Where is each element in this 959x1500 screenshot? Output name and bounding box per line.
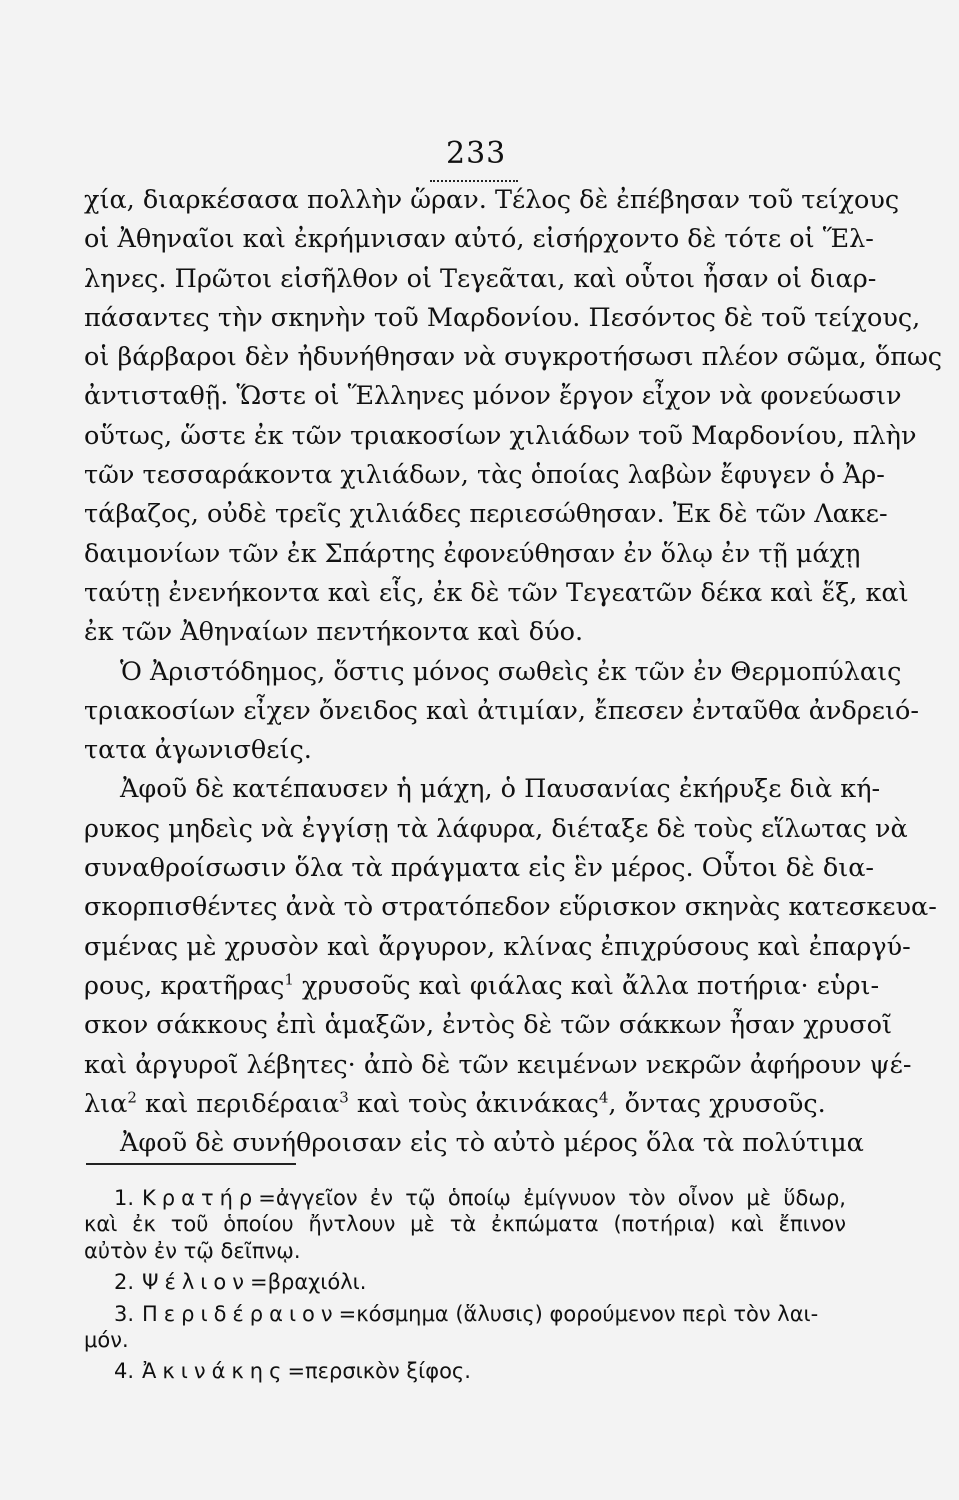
text-line: καὶ ἀργυροῖ λέβητες· ἀπὸ δὲ τῶν κειμένων νεκρῶν ἀφήρουν ψέ-: [84, 1049, 912, 1080]
text-line: ἐκ τῶν Ἀθηναίων πεντήκοντα καὶ δύο.: [84, 617, 584, 648]
footnote-number: 4.: [114, 1359, 135, 1384]
text-line: ληνες. Πρῶτοι εἰσῆλθον οἱ Τεγεᾶται, καὶ οὗτοι ἦσαν οἱ διαρ-: [84, 263, 877, 294]
footnote-term: Ψέλιον: [142, 1270, 250, 1295]
text-line: πάσαντες τὴν σκηνὴν τοῦ Μαρδονίου. Πεσόντος δὲ τοῦ τείχους,: [84, 302, 921, 333]
text-line: [84, 967, 880, 1006]
text-line: ταύτῃ ἐνενήκοντα καὶ εἷς, ἐκ δὲ τῶν Τεγεατῶν δέκα καὶ ἕξ, καὶ: [84, 577, 909, 608]
text-fragment: , ὄντας χρυσοῦς.: [608, 1088, 826, 1119]
text-line: ρυκος μηδεὶς νὰ ἐγγίσῃ τὰ λάφυρα, διέταξε δὲ τοὺς εἵλωτας νὰ: [84, 813, 908, 844]
text-line: σκορπισθέντες ἀνὰ τὸ στρατόπεδον εὕρισκον σκηνὰς κατεσκευα-: [84, 892, 937, 923]
footnote-3: [84, 1301, 846, 1327]
footnote-text: =κόσμημα (ἅλυσις) φορούμενον περὶ τὸν λαι-: [338, 1301, 819, 1326]
footnote-number: 1.: [114, 1186, 135, 1210]
footnote-2: [84, 1269, 846, 1295]
text-line: ἀντισταθῇ. Ὥστε οἱ Ἕλληνες μόνον ἔργον εἶχον νὰ φονεύωσιν: [84, 381, 902, 412]
footnotes: [84, 1185, 846, 1385]
text-line: οἱ Ἀθηναῖοι καὶ ἐκρήμνισαν αὐτό, εἰσήρχοντο δὲ τότε οἱ Ἕλ-: [84, 224, 874, 255]
footnote-divider: [86, 1163, 296, 1165]
text-line: σμένας μὲ χρυσὸν καὶ ἄργυρον, κλίνας ἐπιχρύσους καὶ ἐπαργύ-: [84, 931, 911, 962]
text-line: [84, 1085, 844, 1124]
text-line: Ἀφοῦ δὲ κατέπαυσεν ἡ μάχη, ὁ Παυσανίας ἐκήρυξε διὰ κή-: [120, 774, 881, 805]
footnote-4: [84, 1358, 846, 1384]
text-fragment: καὶ περιδέραια: [136, 1088, 340, 1119]
footnote-1: [84, 1185, 846, 1211]
footnote-ref-3[interactable]: 3: [339, 1088, 349, 1107]
text-line: τῶν τεσσαράκοντα χιλιάδων, τὰς ὁποίας λαβὼν ἔφυγεν ὁ Ἀρ-: [84, 460, 885, 491]
text-fragment: λια: [84, 1088, 128, 1119]
footnote-1-cont: καὶ ἐκ τοῦ ὁποίου ἤντλουν μὲ τὰ ἐκπώματα (ποτήρια) καὶ ἔπινον: [84, 1212, 846, 1237]
text-line: τριακοσίων εἶχεν ὄνειδος καὶ ἀτιμίαν, ἔπεσεν ἐνταῦθα ἀνδρειό-: [84, 695, 919, 726]
text-line: δαιμονίων τῶν ἐκ Σπάρτης ἐφονεύθησαν ἐν ὅλῳ ἐν τῇ μάχῃ: [84, 538, 861, 569]
footnote-text: =ἀγγεῖον ἐν τῷ ὁποίῳ ἐμίγνυον τὸν οἶνον μὲ ὕδωρ,: [258, 1186, 846, 1210]
footnote-term: Ἀκινάκης: [142, 1359, 288, 1384]
footnote-number: 2.: [114, 1270, 135, 1295]
text-line: Ὁ Ἀριστόδημος, ὅστις μόνος σωθεὶς ἐκ τῶν ἐν Θερμοπύλαις: [120, 656, 902, 687]
text-line: τατα ἀγωνισθείς.: [84, 735, 312, 766]
text-line: οἱ βάρβαροι δὲν ἠδυνήθησαν νὰ συγκροτήσωσι πλέον σῶμα, ὅπως: [84, 342, 943, 373]
main-text: [84, 181, 943, 1163]
text-line: Ἀφοῦ δὲ συνήθροισαν εἰς τὸ αὐτὸ μέρος ὅλα τὰ πολύτιμα: [120, 1128, 864, 1159]
text-fragment: καὶ τοὺς ἀκινάκας: [348, 1088, 599, 1119]
text-fragment: ρους, κρατῆρας: [84, 970, 285, 1001]
text-line: οὕτως, ὥστε ἐκ τῶν τριακοσίων χιλιάδων τοῦ Μαρδονίου, πλὴν: [84, 420, 917, 451]
footnote-text: =περσικὸν ξίφος.: [287, 1359, 471, 1384]
text-line: χία, διαρκέσασα πολλὴν ὥραν. Τέλος δὲ ἐπέβησαν τοῦ τείχους: [84, 185, 900, 215]
text-line: τάβαζος, οὐδὲ τρεῖς χιλιάδες περιεσώθησαν. Ἐκ δὲ τῶν Λακε-: [84, 499, 888, 530]
footnote-term: Περιδέραιον: [142, 1301, 339, 1326]
footnote-3-cont: μόν.: [84, 1327, 129, 1352]
text-line: συναθροίσωσιν ὅλα τὰ πράγματα εἰς ἓν μέρος. Οὗτοι δὲ δια-: [84, 853, 875, 884]
footnote-number: 3.: [114, 1301, 135, 1326]
text-fragment: χρυσοῦς καὶ φιάλας καὶ ἄλλα ποτήρια· εὑρι-: [293, 970, 880, 1001]
footnote-ref-1[interactable]: 1: [284, 970, 294, 989]
page-number: 233: [446, 136, 507, 171]
footnote-term: Κρατήρ: [142, 1186, 259, 1210]
footnote-ref-2[interactable]: 2: [127, 1088, 137, 1107]
footnote-ref-4[interactable]: 4: [598, 1088, 609, 1107]
text-line: σκον σάκκους ἐπὶ ἁμαξῶν, ἐντὸς δὲ τῶν σάκκων ἦσαν χρυσοῖ: [84, 1010, 892, 1041]
footnote-1-cont: αὐτὸν ἐν τῷ δεῖπνῳ.: [84, 1238, 301, 1263]
footnote-text: =βραχιόλι.: [250, 1270, 367, 1295]
